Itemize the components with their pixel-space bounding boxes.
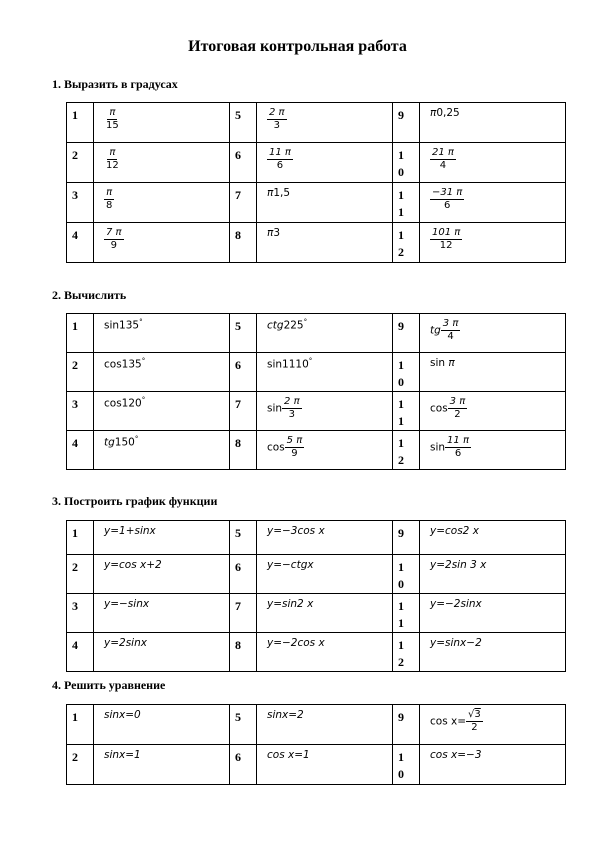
denominator: 2	[454, 409, 461, 420]
fraction	[445, 435, 471, 460]
item-number-digit: 8	[235, 638, 241, 652]
func-name: cos	[267, 441, 285, 454]
item-expression	[257, 183, 393, 223]
func-name: π	[430, 107, 437, 119]
item-number	[67, 745, 94, 785]
item-number-digit: 2	[398, 655, 404, 669]
item-expression	[420, 353, 566, 392]
table-row	[67, 431, 566, 470]
item-number-digit: 5	[235, 319, 241, 333]
item-expression	[420, 223, 566, 263]
item-expression	[94, 314, 230, 353]
item-expression	[94, 183, 230, 223]
formula: y=−3cos x	[267, 525, 325, 537]
item-expression	[420, 103, 566, 143]
item-expression	[420, 431, 566, 470]
item-number	[230, 521, 257, 555]
fraction	[285, 435, 305, 460]
item-number	[393, 353, 420, 392]
item-number-digit: 1	[398, 205, 404, 219]
item-expression	[257, 314, 393, 353]
numerator: 7 π	[106, 227, 122, 238]
degree-mark: °	[141, 357, 146, 365]
formula: sinx=1	[104, 749, 141, 761]
item-number-digit: 1	[398, 358, 404, 372]
item-number	[67, 183, 94, 223]
table-row	[67, 555, 566, 594]
item-number	[67, 223, 94, 263]
item-number	[67, 353, 94, 392]
formula: y=2sinx	[104, 637, 147, 649]
item-expression	[420, 314, 566, 353]
numerator: π	[109, 107, 116, 118]
item-expression	[94, 392, 230, 431]
fraction	[430, 227, 462, 252]
item-expression	[257, 521, 393, 555]
item-number	[393, 705, 420, 745]
formula: y=1+sinx	[104, 525, 156, 537]
item-expression	[420, 745, 566, 785]
func-name: π	[267, 227, 274, 239]
item-number	[393, 745, 420, 785]
item-number-digit: 4	[72, 436, 78, 450]
formula: y=sinx−2	[430, 637, 482, 649]
item-expression	[257, 745, 393, 785]
fraction	[104, 107, 121, 132]
formula: cos x=	[430, 715, 467, 728]
table-row	[67, 353, 566, 392]
denominator: 12	[439, 240, 453, 251]
degrees-table	[66, 102, 566, 263]
item-number-digit: 4	[72, 638, 78, 652]
item-number	[393, 633, 420, 672]
item-number	[67, 103, 94, 143]
section-2-heading: 2. Вычислить	[52, 288, 127, 302]
item-number-digit: 9	[398, 108, 404, 122]
item-number	[230, 353, 257, 392]
equation-table	[66, 704, 566, 785]
table-row	[67, 183, 566, 223]
expr-text: 1,5	[273, 187, 291, 199]
item-number-digit: 8	[235, 228, 241, 242]
graph-table	[66, 520, 566, 672]
table-row	[67, 223, 566, 263]
item-expression	[420, 594, 566, 633]
item-number	[230, 555, 257, 594]
table-row	[67, 633, 566, 672]
item-expression	[94, 555, 230, 594]
fraction	[282, 396, 302, 421]
fraction	[267, 107, 287, 132]
degree-mark: °	[134, 435, 139, 443]
item-expression	[420, 521, 566, 555]
item-number	[230, 705, 257, 745]
item-number	[393, 594, 420, 633]
item-number-digit: 4	[72, 228, 78, 242]
denominator: 9	[291, 448, 298, 459]
item-number	[393, 392, 420, 431]
item-number	[67, 392, 94, 431]
item-number-digit: 1	[398, 397, 404, 411]
item-number-digit: 6	[235, 358, 241, 372]
fraction	[466, 709, 483, 734]
item-number-digit: 7	[235, 599, 241, 613]
func-name: ctg	[267, 319, 284, 332]
item-expression	[94, 431, 230, 470]
item-number-digit: 1	[398, 638, 404, 652]
item-number	[230, 431, 257, 470]
expr-text: 0,25	[436, 107, 460, 119]
formula: y=−2sinx	[430, 598, 482, 610]
page-title: Итоговая контрольная работа	[188, 38, 407, 55]
table-row	[67, 745, 566, 785]
item-number-digit: 1	[398, 188, 404, 202]
formula: y=2sin 3 x	[430, 559, 487, 571]
denominator: 2	[471, 722, 478, 733]
item-expression	[420, 392, 566, 431]
denominator: 6	[443, 200, 451, 211]
item-number-digit: 0	[398, 375, 404, 389]
item-number	[230, 594, 257, 633]
numerator: 11 π	[447, 435, 469, 446]
item-number-digit: 2	[398, 453, 404, 467]
item-expression	[94, 143, 230, 183]
item-number-digit: 1	[398, 436, 404, 450]
item-expression	[257, 633, 393, 672]
item-number-digit: 1	[72, 319, 78, 333]
denominator: 6	[454, 448, 462, 459]
item-expression	[257, 431, 393, 470]
item-number	[393, 521, 420, 555]
item-number	[230, 633, 257, 672]
compute-table	[66, 313, 566, 470]
fraction	[104, 147, 121, 172]
table-row	[67, 143, 566, 183]
formula: cos x=−3	[430, 749, 482, 761]
formula: cos x=1	[267, 749, 310, 761]
numerator: 3 π	[449, 396, 466, 407]
item-number-digit: 2	[72, 560, 78, 574]
item-expression	[257, 103, 393, 143]
item-number	[230, 223, 257, 263]
fraction	[430, 147, 456, 172]
item-number	[230, 183, 257, 223]
numerator: 2 π	[284, 396, 300, 407]
item-expression	[257, 705, 393, 745]
formula: y=−ctgx	[267, 559, 314, 571]
item-number	[230, 392, 257, 431]
numerator: 101 π	[432, 227, 461, 238]
denominator: 4	[439, 160, 447, 171]
item-number-digit: 1	[398, 228, 404, 242]
item-expression	[420, 555, 566, 594]
item-number	[393, 143, 420, 183]
item-number	[230, 314, 257, 353]
item-number-digit: 5	[235, 526, 241, 540]
item-number-digit: 9	[398, 710, 404, 724]
expr-text: sin	[430, 357, 449, 369]
item-number-digit: 1	[72, 108, 78, 122]
table-row	[67, 521, 566, 555]
expr-text: sin1110	[267, 358, 309, 371]
item-number-digit: 0	[398, 577, 404, 591]
item-number-digit: 6	[235, 750, 241, 764]
item-expression	[257, 594, 393, 633]
item-number	[67, 705, 94, 745]
expr-text: sin135	[104, 319, 140, 332]
item-expression	[257, 555, 393, 594]
denominator: 3	[273, 120, 280, 131]
section-3-heading: 3. Построить график функции	[52, 494, 218, 508]
formula: y=cos2 x	[430, 525, 479, 537]
item-number	[393, 223, 420, 263]
section-1-heading: 1. Выразить в градусах	[52, 77, 178, 91]
numerator: √3	[468, 709, 481, 720]
item-expression	[420, 143, 566, 183]
denominator: 3	[288, 409, 296, 420]
item-expression	[94, 103, 230, 143]
expr-text: 3	[273, 227, 281, 239]
item-number	[393, 103, 420, 143]
formula: y=cos x+2	[104, 559, 162, 571]
item-number-digit: 7	[235, 188, 241, 202]
item-number	[67, 633, 94, 672]
item-number	[67, 594, 94, 633]
numerator: 11 π	[269, 147, 291, 158]
item-expression	[420, 183, 566, 223]
table-row	[67, 314, 566, 353]
item-number-digit: 7	[235, 397, 241, 411]
item-number-digit: 2	[72, 148, 78, 162]
fraction	[430, 187, 464, 212]
item-number-digit: 3	[72, 188, 78, 202]
expr-text: 225	[283, 319, 304, 332]
item-number	[230, 745, 257, 785]
denominator: 8	[106, 200, 113, 211]
item-number-digit: 1	[398, 616, 404, 630]
expr-text: 150	[114, 436, 135, 449]
section-4-heading: 4. Решить уравнение	[52, 678, 166, 692]
item-number-digit: 1	[398, 148, 404, 162]
item-expression	[94, 745, 230, 785]
item-number-digit: 1	[398, 599, 404, 613]
formula: y=−sinx	[104, 598, 150, 610]
item-number-digit: 8	[235, 436, 241, 450]
item-number-digit: 1	[398, 560, 404, 574]
item-number-digit: 1	[72, 710, 78, 724]
table-row	[67, 103, 566, 143]
expr-text: cos135	[104, 358, 142, 371]
numerator: 2 π	[269, 107, 285, 118]
item-number	[67, 314, 94, 353]
table-row	[67, 392, 566, 431]
denominator: 4	[447, 331, 454, 342]
item-expression	[257, 143, 393, 183]
item-expression	[94, 594, 230, 633]
numerator: 3 π	[442, 318, 459, 329]
degree-mark: °	[139, 318, 143, 326]
fraction	[441, 318, 461, 343]
numerator: −31 π	[432, 187, 463, 198]
item-number-digit: 5	[235, 710, 241, 724]
func-name: tg	[104, 436, 115, 449]
item-expression	[257, 392, 393, 431]
func-name: sin	[430, 441, 446, 454]
item-number-digit: 6	[235, 148, 241, 162]
item-number-digit: 2	[72, 750, 78, 764]
denominator: 9	[110, 240, 117, 251]
denominator: 6	[276, 160, 284, 171]
item-number	[230, 143, 257, 183]
item-number	[67, 431, 94, 470]
item-number	[230, 103, 257, 143]
denominator: 12	[106, 160, 119, 171]
degree-mark: °	[303, 318, 308, 326]
formula: sinx=0	[104, 709, 141, 721]
item-number-digit: 2	[398, 245, 404, 259]
item-number-digit: 0	[398, 165, 404, 179]
item-number-digit: 1	[72, 526, 78, 540]
table-row	[67, 594, 566, 633]
numerator: 5 π	[286, 435, 303, 446]
item-number-digit: 1	[398, 414, 404, 428]
fraction	[104, 227, 124, 252]
numerator: π	[109, 147, 116, 158]
item-number-digit: 2	[72, 358, 78, 372]
item-number-digit: 3	[72, 599, 78, 613]
item-expression	[94, 705, 230, 745]
fraction	[104, 187, 114, 212]
pi-symbol: π	[448, 357, 455, 369]
formula: y=sin2 x	[267, 598, 314, 610]
fraction	[448, 396, 468, 421]
degree-mark: °	[141, 396, 146, 404]
degree-mark: °	[308, 357, 313, 365]
item-number-digit: 6	[235, 560, 241, 574]
denominator: 15	[106, 120, 119, 131]
item-number	[393, 555, 420, 594]
func-name: π	[267, 187, 274, 199]
item-number-digit: 3	[72, 397, 78, 411]
item-number	[393, 314, 420, 353]
item-number	[67, 521, 94, 555]
item-number	[393, 183, 420, 223]
table-row	[67, 705, 566, 745]
func-name: cos	[430, 402, 448, 415]
item-number	[393, 431, 420, 470]
fraction	[267, 147, 293, 172]
item-expression	[94, 521, 230, 555]
expr-text: cos120	[104, 397, 142, 410]
numerator: π	[106, 187, 113, 198]
formula: sinx=2	[267, 709, 304, 721]
item-number	[67, 143, 94, 183]
item-expression	[94, 223, 230, 263]
item-number-digit: 0	[398, 767, 404, 781]
item-expression	[94, 353, 230, 392]
item-number-digit: 1	[398, 750, 404, 764]
item-expression	[257, 353, 393, 392]
item-number-digit: 9	[398, 319, 404, 333]
item-expression	[420, 633, 566, 672]
formula: y=−2cos x	[267, 637, 325, 649]
item-number	[67, 555, 94, 594]
numerator: 21 π	[432, 147, 454, 158]
item-expression	[257, 223, 393, 263]
item-number-digit: 9	[398, 526, 404, 540]
func-name: sin	[267, 402, 283, 415]
radicand: 3	[474, 709, 481, 720]
item-expression	[94, 633, 230, 672]
item-expression	[420, 705, 566, 745]
item-number-digit: 5	[235, 108, 241, 122]
func-name: tg	[430, 324, 441, 337]
